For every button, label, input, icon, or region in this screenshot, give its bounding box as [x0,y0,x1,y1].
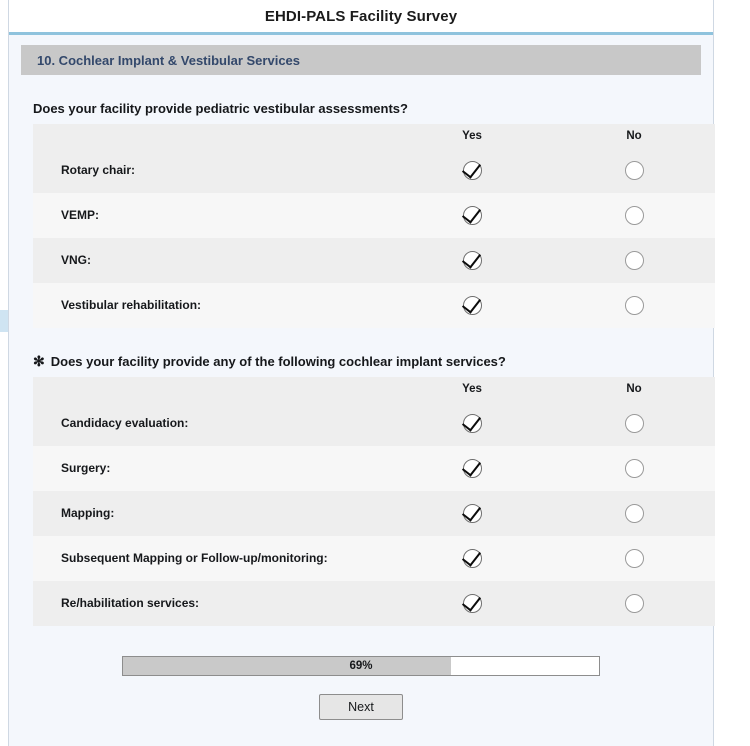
radio-surgery-no[interactable] [625,459,644,478]
next-wrap [21,694,701,720]
matrix-header-blank [33,124,391,148]
row-label: Mapping: [33,491,391,536]
matrix-header-no: No [553,124,715,148]
row-label: Vestibular rehabilitation: [33,283,391,328]
left-rail-highlight [0,310,8,332]
radio-vemp-no[interactable] [625,206,644,225]
next-button[interactable]: Next [319,694,403,720]
question-1-matrix [33,124,715,328]
table-row [33,446,715,491]
matrix-header-blank [33,377,391,401]
row-label: Rotary chair: [33,148,391,193]
question-2-label: Does your facility provide any of the following cochlear implant services? [50,354,506,369]
matrix-header-yes: Yes [391,124,553,148]
radio-vng-yes[interactable] [463,251,482,270]
radio-cell-yes[interactable] [391,238,553,283]
progress-bar [122,656,600,676]
radio-cell-no[interactable] [553,581,715,626]
required-marker-icon: ✻ [33,353,45,369]
table-row [33,491,715,536]
radio-cell-yes[interactable] [391,581,553,626]
radio-mapping-yes[interactable] [463,504,482,523]
page-title: EHDI-PALS Facility Survey [264,7,458,25]
section-title: 10. Cochlear Implant & Vestibular Services [37,52,301,68]
matrix-header-row [33,377,715,401]
radio-cell-yes[interactable] [391,491,553,536]
question-2-text-wrap [21,354,701,369]
radio-candidacy-evaluation-yes[interactable] [463,414,482,433]
radio-vestibular-rehabilitation-no[interactable] [625,296,644,315]
progress-percent-label: 69% [349,660,373,672]
table-row [33,401,715,446]
radio-rehabilitation-services-no[interactable] [625,594,644,613]
table-row [33,148,715,193]
matrix-header-yes: Yes [391,377,553,401]
table-row [33,238,715,283]
radio-cell-no[interactable] [553,283,715,328]
radio-vestibular-rehabilitation-yes[interactable] [463,296,482,315]
radio-rehabilitation-services-yes[interactable] [463,594,482,613]
question-2-matrix [33,377,715,626]
table-row [33,581,715,626]
matrix-header-row [33,124,715,148]
radio-cell-yes[interactable] [391,193,553,238]
radio-surgery-yes[interactable] [463,459,482,478]
radio-cell-no[interactable] [553,536,715,581]
row-label: VEMP: [33,193,391,238]
radio-mapping-no[interactable] [625,504,644,523]
title-bar [9,0,713,35]
table-row [33,283,715,328]
survey-content [9,101,713,720]
row-label: VNG: [33,238,391,283]
question-1-text-wrap [21,101,701,116]
survey-frame [8,0,714,746]
radio-cell-no[interactable] [553,238,715,283]
matrix-header-no: No [553,377,715,401]
table-row [33,536,715,581]
radio-rotary-chair-no[interactable] [625,161,644,180]
radio-cell-yes[interactable] [391,536,553,581]
row-label: Re/habilitation services: [33,581,391,626]
radio-cell-no[interactable] [553,148,715,193]
radio-cell-no[interactable] [553,491,715,536]
radio-vng-no[interactable] [625,251,644,270]
left-rail [0,0,8,746]
row-label: Subsequent Mapping or Follow-up/monitoring: [33,536,391,581]
section-header [21,45,701,75]
row-label: Surgery: [33,446,391,491]
right-rail [714,0,750,746]
radio-cell-yes[interactable] [391,148,553,193]
radio-cell-yes[interactable] [391,283,553,328]
table-row [33,193,715,238]
radio-cell-yes[interactable] [391,446,553,491]
radio-cell-no[interactable] [553,446,715,491]
radio-candidacy-evaluation-no[interactable] [625,414,644,433]
radio-subsequent-mapping-yes[interactable] [463,549,482,568]
radio-vemp-yes[interactable] [463,206,482,225]
question-1-label: Does your facility provide pediatric vestibular assessments? [33,101,408,116]
radio-rotary-chair-yes[interactable] [463,161,482,180]
radio-subsequent-mapping-no[interactable] [625,549,644,568]
progress-wrap [21,656,701,676]
radio-cell-yes[interactable] [391,401,553,446]
radio-cell-no[interactable] [553,401,715,446]
radio-cell-no[interactable] [553,193,715,238]
row-label: Candidacy evaluation: [33,401,391,446]
